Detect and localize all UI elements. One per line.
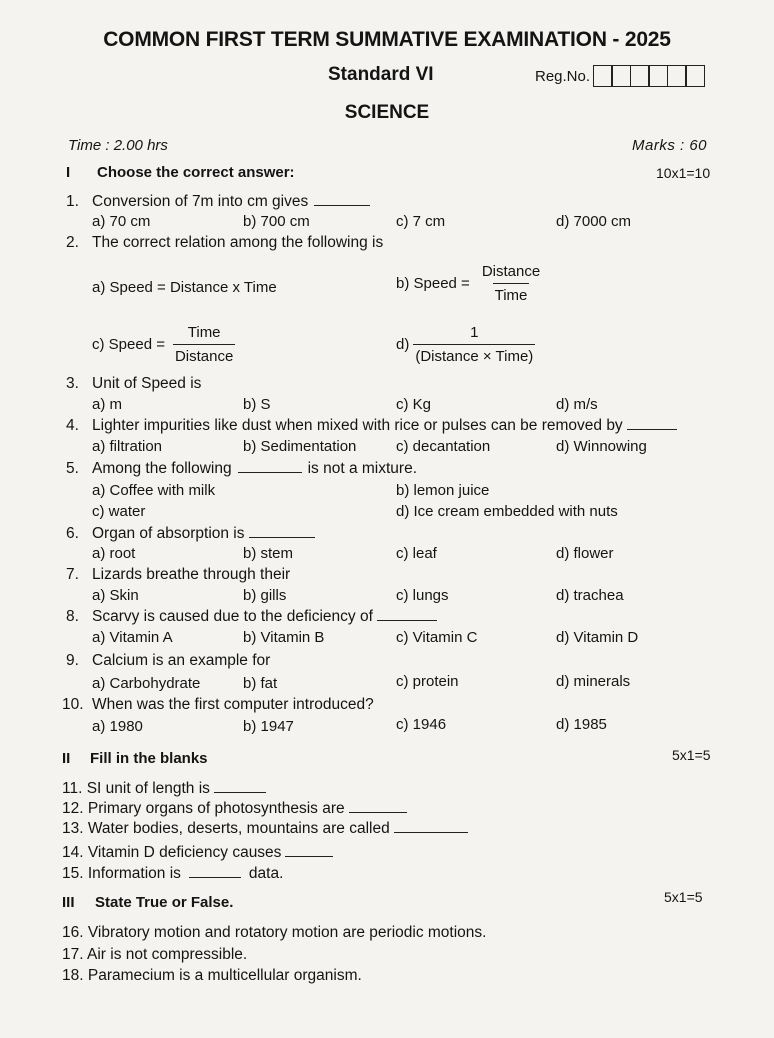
option-b: b) S [243,396,271,413]
option-d: d) $\frac{1}{\text{(Distance × Time)}}$ [396,324,534,365]
option-a: a) Coffee with milk [92,482,216,499]
option-b: b) Vitamin B [243,629,325,646]
fraction-numerator: Distance [481,263,541,280]
section-3-number: III [62,894,75,911]
section-3-heading: State True or False. [95,894,234,911]
option-a: a) filtration [92,438,163,455]
section-1-heading: Choose the correct answer: [97,164,295,181]
section-3-marks: 5x1=5 [664,889,703,905]
option-c: c) lungs [396,587,449,604]
section-2-marks: 5x1=5 [672,747,711,763]
option-b: b) gills [243,587,287,604]
fraction-denominator: (Distance × Time) [413,344,535,365]
question-text: The correct relation among the following is [92,234,384,251]
option-c: c) 1946 [396,716,447,733]
option-a: a) root [92,545,136,562]
reg-no-label: Reg.No. [535,67,591,85]
fill-blank-item: 15. Information is data. [62,865,284,882]
question-text: Calcium is an example for [92,652,271,669]
reg-no-field[interactable] [535,65,705,87]
option-d: d) 1985 [556,716,607,733]
fraction-denominator: Distance [173,344,235,365]
option-c: c) protein [396,673,459,690]
question-number: 10. [62,696,84,713]
option-d: d) Vitamin D [556,629,639,646]
question-text: Scarvy is caused due to the deficiency of [92,608,437,626]
option-b: b) stem [243,545,294,562]
option-a: a) Skin [92,587,139,604]
question-number: 8. [66,608,79,625]
question-number: 5. [66,460,79,477]
option-d: d) trachea [556,587,624,604]
question-number: 4. [66,417,79,434]
question-number: 3. [66,375,79,392]
question-text: Among the following is not a mixture. [92,460,417,477]
question-number: 7. [66,566,79,583]
question-number: 9. [66,652,79,669]
time-label: Time : 2.00 hrs [68,137,168,154]
fraction-numerator: 1 [470,324,479,341]
section-1-marks: 10x1=10 [656,165,711,181]
option-d: d) flower [556,545,614,562]
option-c: c) Kg [396,396,432,413]
exam-title: COMMON FIRST TERM SUMMATIVE EXAMINATION - 2025 [103,28,671,51]
question-text: Organ of absorption is [92,525,315,543]
question-text: Unit of Speed is [92,375,202,392]
option-d: d) m/s [556,396,598,413]
question-text: Conversion of 7m into cm gives [92,193,370,211]
marks-label: Marks : 60 [632,137,708,154]
true-false-item: 17. Air is not compressible. [62,946,248,963]
option-b: b) Speed = $\frac{\text{Distance}}{\text{Time}}$ [396,263,541,304]
fraction-numerator: Time [187,324,221,341]
fill-blank-item: 14. Vitamin D deficiency causes [62,844,333,862]
fill-blank-item: 11. SI unit of length is [62,780,266,798]
option-a: a) Speed = Distance x Time [92,279,277,296]
option-d: d) Winnowing [556,438,647,455]
option-c: c) leaf [396,545,437,562]
question-text: Lighter impurities like dust when mixed with rice or pulses can be removed by [92,417,677,435]
option-d: d) Ice cream embedded with nuts [396,503,618,520]
true-false-item: 18. Paramecium is a multicellular organism. [62,967,362,984]
option-b: b) lemon juice [396,482,490,499]
option-c: c) 7 cm [396,213,446,230]
section-2-number: II [62,750,71,767]
subject-title: SCIENCE [344,102,430,123]
option-d: d) minerals [556,673,631,690]
standard-label: Standard VI [328,64,434,85]
option-b: b) 700 cm [243,213,310,230]
option-d: d) 7000 cm [556,213,632,230]
fill-blank-item: 13. Water bodies, deserts, mountains are called [62,820,468,838]
option-c: c) Vitamin C [396,629,478,646]
true-false-item: 16. Vibratory motion and rotatory motion are periodic motions. [62,924,487,941]
option-b: b) 1947 [243,718,294,735]
fraction-denominator: Time [493,283,530,304]
question-number: 2. [66,234,79,251]
question-number: 6. [66,525,79,542]
option-b: b) fat [243,675,278,692]
section-2-heading: Fill in the blanks [90,750,208,767]
reg-no-boxes[interactable] [594,65,705,87]
option-c: c) Speed = $\frac{\text{Time}}{\text{Distance}}$ [92,324,234,365]
question-text: When was the first computer introduced? [92,696,374,713]
section-1-number: I [66,164,71,181]
option-a: a) 1980 [92,718,143,735]
option-a: a) Vitamin A [92,629,173,646]
question-number: 1. [66,193,79,210]
option-c: c) water [92,503,146,520]
option-a: a) 70 cm [92,213,151,230]
question-text: Lizards breathe through their [92,566,291,583]
option-c: c) decantation [396,438,491,455]
fill-blank-item: 12. Primary organs of photosynthesis are [62,800,407,818]
option-a: a) m [92,396,122,413]
option-b: b) Sedimentation [243,438,357,455]
option-a: a) Carbohydrate [92,675,201,692]
